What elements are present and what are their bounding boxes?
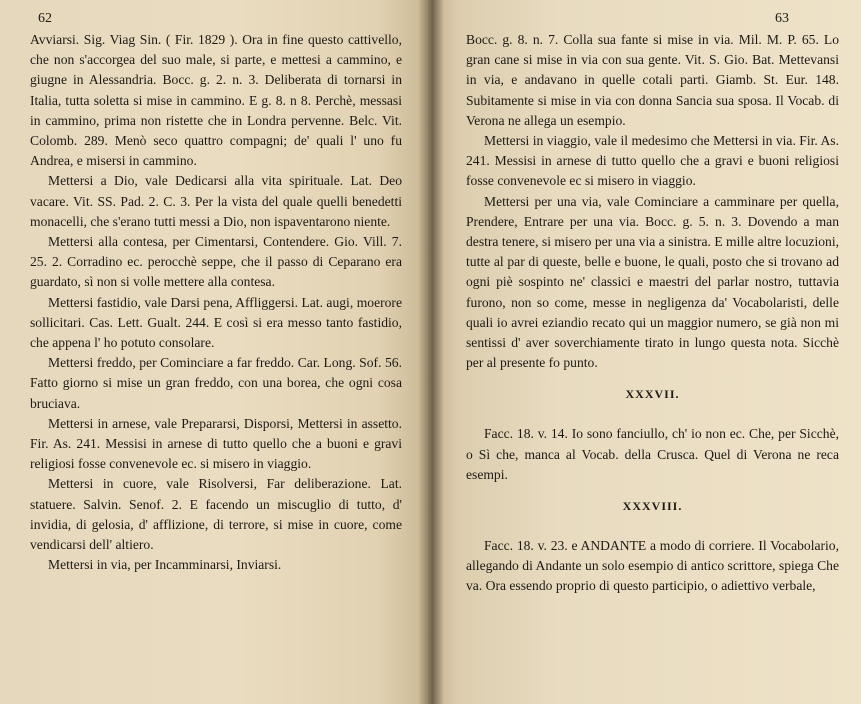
right-paragraph: Mettersi per una via, vale Cominciare a camminare per quella, Prendere, Entrare per una via. Bocc. g. 5. n. 3. Dovendo a man destra tenere, si misero per una via a sinistra. E mille altre locuzioni, tutte al par di queste, belle e buone, le quali, posto che si trovano ad ogni piè sospinto ne' classici e maestri del parlar nostro, tuttavia furono, non so come, messe in negligenza da' Vocabolaristi, delle quali io avrei eziandio recato qui un maggior numero, se già non mi sentissi d' aver soverchiamente tirato in lungo questa nota. Sicchè per al presente fo punto. bbox=[466, 193, 839, 371]
section-heading-37: XXXVII. bbox=[625, 387, 680, 402]
left-paragraph: Mettersi freddo, per Cominciare a far freddo. Car. Long. Sof. 56. Fatto giorno si mise un gran freddo, con una borea, che ogni cosa bruciava. bbox=[30, 355, 402, 411]
right-paragraph: Mettersi in viaggio, vale il medesimo che Mettersi in via. Fir. As. 241. Messisi in arnese di tutto quello che a gravi e buoni religiosi fosse convenevole ec si misero in viaggio. bbox=[466, 133, 839, 189]
page-number-left: 62 bbox=[38, 11, 52, 26]
section-text-37: Facc. 18. v. 14. Io sono fanciullo, ch' io non ec. Che, per Sicchè, o Sì che, manca al Vocab. della Crusca. Quel di Verona ne reca esempi. bbox=[466, 426, 839, 482]
left-page bbox=[0, 0, 428, 704]
left-paragraph: Mettersi in via, per Incamminarsi, Inviarsi. bbox=[48, 557, 282, 573]
left-page-body bbox=[30, 30, 402, 575]
section-heading-38: XXXVIII. bbox=[622, 499, 683, 514]
page-number-right: 63 bbox=[775, 11, 789, 26]
left-paragraph: Mettersi a Dio, vale Dedicarsi alla vita spirituale. Lat. Deo vacare. Vit. SS. Pad. 2. C. 3. Per la vista del quale quelli benedetti monacelli, che s'erano tutti messi a Dio, non ispaventarono niente. bbox=[30, 173, 402, 229]
right-paragraph: Bocc. g. 8. n. 7. Colla sua fante si mise in via. Mil. M. P. 65. Lo gran cane si mise in via con sua gente. Vit. S. Gio. Bat. Mettevansi in via, e andavano in quelle cotali parti. Giamb. St. Eur. 148. Subitamente si mise in via con donna Sancia sua sposa. Il Vocab. di Verona ne allega un esempio. bbox=[466, 32, 839, 128]
right-page-body bbox=[466, 30, 839, 597]
left-paragraph: Mettersi alla contesa, per Cimentarsi, Contendere. Gio. Vill. 7. 25. 2. Corradino ec. perocchè seppe, che il passo di Ceparano era guardato, sì non si volle mettere alla contesa. bbox=[30, 234, 402, 290]
section-text-38: Facc. 18. v. 23. e ANDANTE a modo di corriere. Il Vocabolario, allegando di Andante un solo esempio di antico scrittore, spiega Che va. Ora essendo proprio di questo participio, o adiettivo verbale, bbox=[466, 538, 839, 594]
left-paragraph: Mettersi fastidio, vale Darsi pena, Affliggersi. Lat. augi, moerore sollicitari. Cas. Lett. Gualt. 244. E così si era messo tanto fastidio, che appena l' ho potuto consolare. bbox=[30, 294, 402, 351]
left-paragraph: Avviarsi. Sig. Viag Sin. ( Fir. 1829 ). Ora in fine questo cattivello, che non s'accorgea del suo male, si parte, e mettesi a cammino, e giugne in Alessandria. Bocc. g. 2. n. 3. Deliberata di tornarsi in Italia, tutta soletta si mise in cammino. E g. 8. n 8. Perchè, messasi in cammino, prima non ristette che in Londra pervenne. Belc. Vit. Colomb. 289. Menò seco quattro compagni; de' quali l' uno fu Andrea, e misersi in cammino. bbox=[30, 32, 402, 169]
right-page bbox=[428, 0, 861, 704]
left-paragraph: Mettersi in cuore, vale Risolversi, Far deliberazione. Lat. statuere. Salvin. Senof. 2. E facendo un miscuglio di tutto, d' invidia, di gelosia, d' afflizione, di terrore, si mise in cuore, come vendicarsi dell' altiero. bbox=[30, 476, 402, 553]
left-paragraph: Mettersi in arnese, vale Prepararsi, Disporsi, Mettersi in assetto. Fir. As. 241. Messisi in arnese di tutto quello che a buoni e gravi religiosi fosse convenevole ec. si misero in viaggio. bbox=[30, 415, 402, 472]
